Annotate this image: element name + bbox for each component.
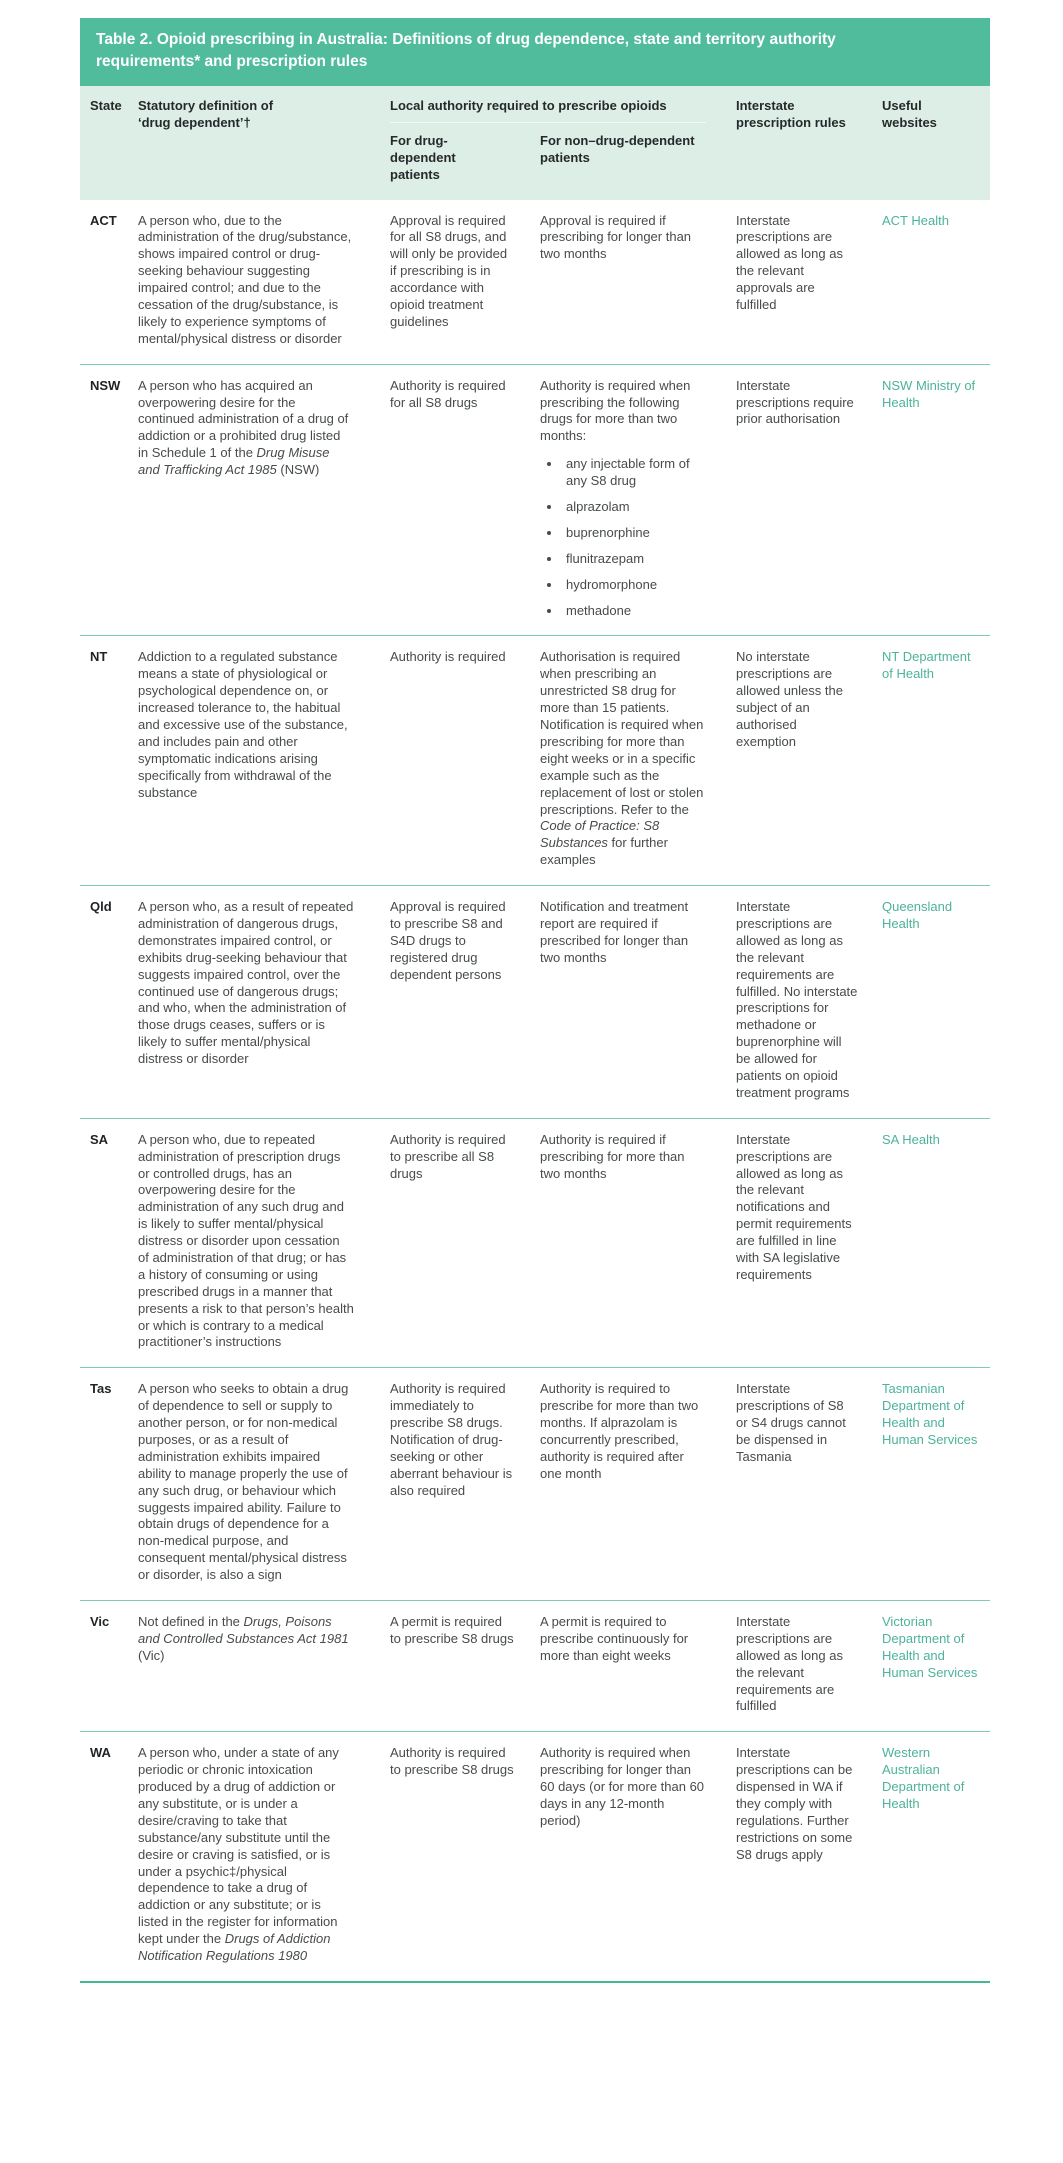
website-link[interactable]: Western Australian Department of Health — [882, 1745, 965, 1812]
interstate-cell: Interstate prescriptions can be dispensed in WA if they comply with regulations. Further restrictions on some S8 drugs apply — [736, 1745, 853, 1862]
non-drug-dependent-cell — [540, 1745, 736, 1965]
non-drug-dependent-cell — [540, 378, 736, 620]
non-drug-dependent-text: Authority is required to prescribe for more than two months. If alprazolam is concurrently prescribed, authority is required after one month — [540, 1381, 699, 1481]
state-cell: SA — [90, 1131, 109, 1147]
state-cell: Tas — [90, 1381, 112, 1397]
drug-dependent-cell: Authority is required to prescribe S8 drugs — [390, 1745, 514, 1778]
non-drug-dependent-text: Approval is required if prescribing for longer than two months — [540, 212, 692, 262]
website-cell — [882, 213, 990, 348]
drug-bullet-item: • flunitrazepam — [562, 551, 708, 568]
drug-bullet-item: • methadone — [562, 603, 708, 620]
website-link[interactable]: SA Health — [882, 1131, 940, 1147]
website-cell — [882, 1614, 990, 1715]
drug-bullet-item: • any injectable form of any S8 drug — [562, 456, 708, 490]
non-drug-dependent-cell — [540, 1132, 736, 1352]
interstate-cell: Interstate prescriptions are allowed as long as the relevant notifications and permit requirements are fulfilled in line with SA legislative requirements — [736, 1131, 852, 1282]
state-cell: NT — [90, 649, 108, 665]
state-cell: NSW — [90, 377, 121, 393]
table-row — [80, 1600, 990, 1731]
website-link[interactable]: Tasmanian Department of Health and Human Services — [882, 1381, 978, 1447]
non-drug-dependent-text: Authority is required if prescribing for more than two months — [540, 1131, 685, 1181]
definition-cell: A person who, as a result of repeated administration of dangerous drugs, demonstrates impaired control, or exhibits drug-seeking behaviour that suggests impaired control, over the continued use of dangerous drugs; and who, when the administration of those drugs ceases, suffers or is likely to suffer mental/physical distress or disorder — [138, 899, 354, 1067]
non-drug-dependent-text: Authorisation is required when prescribing an unrestricted S8 drug for more than 15 patients. Notification is required when prescribing for more than eight weeks or in a specific example such as the replacement of lost or stolen prescriptions. Refer to the Code of Practice: S8 Substances for further examples — [540, 649, 704, 868]
website-cell — [882, 378, 990, 620]
definition-cell: A person who, due to repeated administration of prescription drugs or controlled drugs, has an overpowering desire for the administration of any such drug and is likely to suffer mental/physical distress or disorder upon cessation of administration of that drug; or has a history of consuming or using prescribed drugs in a manner that presents a risk to that person’s health or which is contrary to a medical practitioner’s instructions — [138, 1131, 354, 1350]
state-cell: Qld — [90, 899, 112, 915]
non-drug-dependent-text: Authority is required when prescribing the following drugs for more than two months: — [540, 377, 691, 444]
table-body — [80, 200, 990, 1983]
state-cell: WA — [90, 1745, 111, 1761]
drug-bullet-item: • buprenorphine — [562, 525, 708, 542]
column-header-statutory-definition: Statutory definition of ‘drug dependent’† — [138, 97, 274, 131]
drug-bullet-item: • hydromorphone — [562, 577, 708, 594]
non-drug-dependent-cell — [540, 213, 736, 348]
website-cell — [882, 1381, 990, 1584]
column-header-state: State — [90, 97, 122, 113]
drug-dependent-cell: Authority is required — [390, 649, 506, 665]
website-link[interactable]: Victorian Department of Health and Human Services — [882, 1614, 978, 1680]
definition-cell: Not defined in the Drugs, Poisons and Controlled Substances Act 1981 (Vic) — [138, 1614, 349, 1663]
interstate-cell: Interstate prescriptions are allowed as long as the relevant requirements are fulfilled. No interstate prescriptions for methadone or buprenorphine will be allowed for patients on opioid treatment programs — [736, 899, 858, 1100]
table-row — [80, 1367, 990, 1600]
website-cell — [882, 1745, 990, 1965]
definition-cell: A person who seeks to obtain a drug of dependence to sell or supply to another person, or for non-medical purposes, or as a result of administration exhibits impaired ability to manage properly the use of any such drug, or behaviour which suggests impaired ability. Failure to obtain drugs of dependence for a non-medical purpose, and consequent mental/physical distress or disorder, is also a sign — [138, 1381, 349, 1583]
drug-dependent-cell: Authority is required for all S8 drugs — [390, 377, 506, 410]
table-row — [80, 635, 990, 885]
interstate-cell: Interstate prescriptions are allowed as long as the relevant requirements are fulfilled — [736, 1614, 843, 1714]
non-drug-dependent-text: Authority is required when prescribing for longer than 60 days (or for more than 60 days in any 12-month period) — [540, 1745, 705, 1828]
non-drug-dependent-text: Notification and treatment report are required if prescribed for longer than two months — [540, 899, 689, 965]
definition-cell: A person who, under a state of any periodic or chronic intoxication produced by a drug of addiction or any substitute, or is under a desire/craving to take that substance/any substitute until the desire or craving is satisfied, or is under a psychic‡/physical dependence to take a drug of addiction or any substitute; or is listed in the register for information kept under the Drugs of Addiction Notification Regulations 1980 — [138, 1745, 339, 1964]
column-header-non-drug-dependent: For non–drug-dependent patients — [540, 133, 695, 166]
table-row — [80, 1118, 990, 1368]
interstate-cell: Interstate prescriptions of S8 or S4 drugs cannot be dispensed in Tasmania — [736, 1381, 846, 1464]
non-drug-dependent-cell — [540, 899, 736, 1102]
interstate-cell: Interstate prescriptions are allowed as long as the relevant approvals are fulfilled — [736, 212, 843, 313]
non-drug-dependent-cell — [540, 649, 736, 869]
website-cell — [882, 899, 990, 1102]
column-header-useful-websites: Useful websites — [882, 97, 937, 131]
drug-bullet-item: • alprazolam — [562, 499, 708, 516]
website-link[interactable]: Queensland Health — [882, 899, 953, 931]
website-link[interactable]: NSW Ministry of Health — [882, 377, 976, 410]
drug-dependent-cell: A permit is required to prescribe S8 drugs — [390, 1614, 514, 1646]
table-title: Table 2. Opioid prescribing in Australia: Definitions of drug dependence, state and territory authority requirements* and prescription rules — [96, 31, 836, 71]
interstate-cell: Interstate prescriptions require prior authorisation — [736, 377, 854, 427]
column-header-local-authority-group: Local authority required to prescribe opioids — [390, 97, 706, 123]
non-drug-dependent-text: A permit is required to prescribe continuously for more than eight weeks — [540, 1614, 689, 1663]
table-row — [80, 200, 990, 364]
definition-cell: Addiction to a regulated substance means a state of physiological or psychological dependence on, or increased tolerance to, the habitual and excessive use of the substance, and includes pain and other symptomatic indications arising specifically from withdrawal of the substance — [138, 649, 348, 800]
table-row — [80, 885, 990, 1118]
non-drug-dependent-cell — [540, 1381, 736, 1584]
state-cell: Vic — [90, 1614, 110, 1630]
table-title-bar — [80, 18, 990, 86]
column-header-interstate-rules: Interstate prescription rules — [736, 97, 846, 131]
website-link[interactable]: ACT Health — [882, 212, 949, 228]
interstate-cell: No interstate prescriptions are allowed unless the subject of an authorised exemption — [736, 649, 843, 749]
column-header-drug-dependent: For drug-dependent patients — [390, 133, 456, 183]
drug-bullet-list — [540, 456, 708, 619]
table-row — [80, 364, 990, 636]
non-drug-dependent-cell — [540, 1614, 736, 1715]
website-cell — [882, 1132, 990, 1352]
drug-dependent-cell: Approval is required for all S8 drugs, and will only be provided if prescribing is in accordance with opioid treatment guidelines — [390, 212, 508, 329]
state-cell: ACT — [90, 212, 117, 228]
table-row — [80, 1731, 990, 1981]
drug-dependent-cell: Authority is required to prescribe all S8 drugs — [390, 1131, 506, 1181]
drug-dependent-cell: Approval is required to prescribe S8 and S4D drugs to registered drug dependent persons — [390, 899, 506, 982]
drug-dependent-cell: Authority is required immediately to prescribe S8 drugs. Notification of drug-seeking or other aberrant behaviour is also required — [390, 1381, 513, 1498]
website-cell — [882, 649, 990, 869]
table-column-headers — [80, 86, 990, 200]
website-link[interactable]: NT Department of Health — [882, 649, 971, 682]
opioid-prescribing-table — [80, 18, 990, 1983]
definition-cell: A person who has acquired an overpowering desire for the continued administration of a drug of addiction or a prohibited drug listed in Schedule 1 of the Drug Misuse and Trafficking Act 1985 (NSW) — [138, 377, 349, 478]
definition-cell: A person who, due to the administration of the drug/substance, shows impaired control or drug-seeking behaviour suggesting impaired control; and due to the cessation of the drug/substance, is likely to experience symptoms of mental/physical distress or disorder — [138, 212, 352, 346]
